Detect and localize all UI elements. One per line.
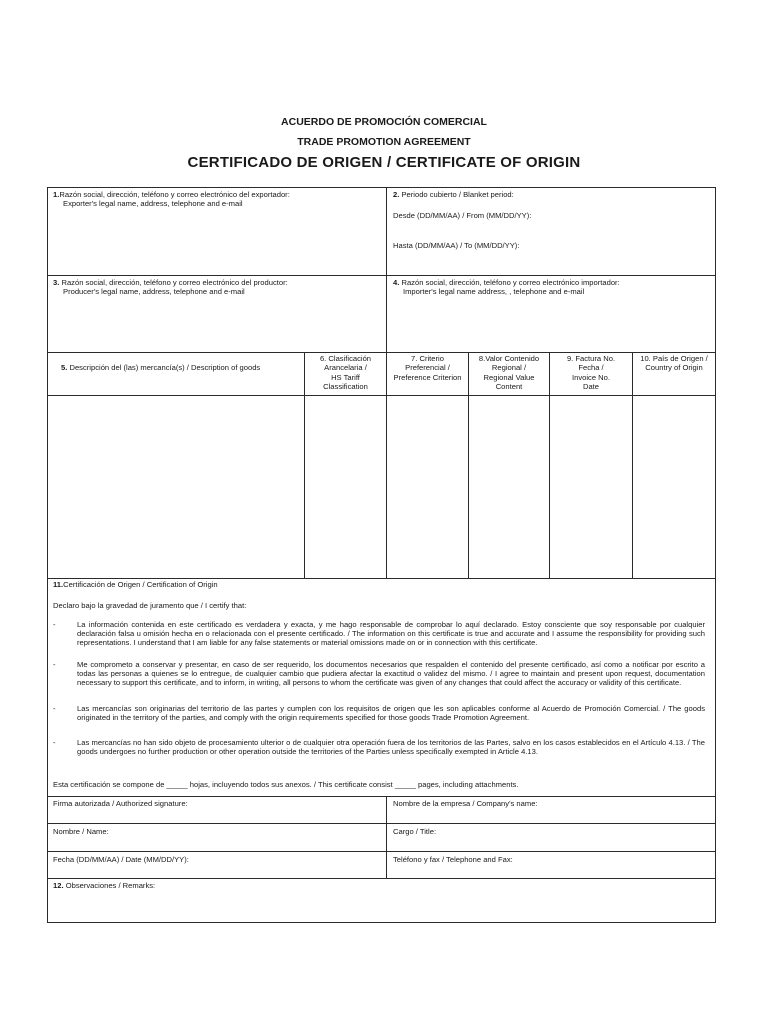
certification-title: 11.Certificación de Origen / Certification of Origin: [53, 580, 218, 589]
border-right: [715, 187, 716, 923]
divider-goods: [47, 578, 716, 579]
divider-vertical-signature: [386, 796, 387, 879]
col-regional-value-header: 8.Valor Contenido Regional / Regional Value Content: [478, 354, 540, 392]
divider-signature-top: [47, 796, 716, 797]
goods-invoice-cell[interactable]: [550, 396, 632, 578]
certification-item-1: La información contenida en este certificado es verdadera y exacta, y me hago responsable de comprobar lo aquí declarado. Estoy consciente que soy responsable por cualquier declaración falsa u omisión hecha en o relacionada con el presente certificado. / The information on this certificate is true and accurate and I assume the responsibility for providing such representations. I understand that I am liable for any false statements or material omissions made on or in connection with this certificate.: [77, 620, 705, 648]
exporter-label-en: Exporter's legal name, address, telephone and e-mail: [63, 199, 243, 208]
goods-description-cell[interactable]: [48, 396, 304, 578]
goods-tariff-cell[interactable]: [305, 396, 386, 578]
certification-item-2: Me comprometo a conservar y presentar, en caso de ser requerido, los documentos necesarios que respalden el contenido del presente certificado, así como a notificar por escrito a todas las personas a quienes se lo entregue, de cualquier cambio que pudiera afectar la exactitud o validez del mismo. / I agree to maintain and present upon request, documentation necessary to support this certificate, and to inform, in writing, all persons to whom the certificate was given of any changes that could affect the accuracy or validity of this certificate.: [77, 660, 705, 688]
name-field[interactable]: Nombre / Name:: [53, 827, 109, 836]
divider-signature-2: [47, 851, 716, 852]
goods-regional-value-cell[interactable]: [469, 396, 549, 578]
goods-criterion-cell[interactable]: [387, 396, 468, 578]
company-name-field[interactable]: Nombre de la empresa / Company's name:: [393, 799, 538, 808]
col-invoice-header: 9. Factura No. Fecha / Invoice No. Date: [566, 354, 616, 392]
certification-declare: Declaro bajo la gravedad de juramento que / I certify that:: [53, 601, 247, 610]
col-criterion-header: 7. Criterio Preferencial / Preference Criterion: [393, 354, 462, 382]
col-tariff-header: 6. Clasificación Arancelaria / HS Tariff Classification: [319, 354, 372, 392]
title-field[interactable]: Cargo / Title:: [393, 827, 437, 836]
importer-field[interactable]: [387, 297, 714, 351]
blanket-period-label: 2. Periodo cubierto / Blanket period:: [393, 190, 514, 199]
certificate-form: [47, 187, 716, 923]
certification-pages[interactable]: Esta certificación se compone de _____ hojas, incluyendo todos sus anexos. / This certificate consist _____ pages, including attachments.: [53, 780, 519, 789]
divider-row-2: [47, 352, 716, 353]
page-title: CERTIFICADO DE ORIGEN / CERTIFICATE OF ORIGIN: [187, 154, 581, 171]
authorized-signature-field[interactable]: Firma autorizada / Authorized signature:: [53, 799, 188, 808]
phone-fax-field[interactable]: Teléfono y fax / Telephone and Fax:: [393, 855, 513, 864]
header-line-2: TRADE PROMOTION AGREEMENT: [297, 136, 471, 148]
col-country-header: 10. País de Origen / Country of Origin: [640, 354, 708, 373]
importer-label-en: Importer's legal name address, , telephone and e-mail: [403, 287, 585, 296]
producer-label-en: Producer's legal name, address, telephone and e-mail: [63, 287, 245, 296]
divider-remarks: [47, 878, 716, 879]
certification-item-4: Las mercancías no han sido objeto de procesamiento ulterior o de cualquier otra operación fuera de los territorios de las Partes, salvo en los casos establecidos en el Artículo 4.13. / The goods undergoes no further production or other operation outside the territories of the Parties unless specifically exempted in Article 4.13.: [77, 738, 705, 757]
exporter-field[interactable]: [48, 209, 385, 274]
bullet-3: -: [53, 704, 56, 713]
divider-row-1: [47, 275, 716, 276]
goods-country-cell[interactable]: [633, 396, 715, 578]
producer-label: 3. Razón social, dirección, teléfono y correo electrónico del productor:: [53, 278, 288, 287]
border-top: [47, 187, 716, 188]
exporter-label: 1.Razón social, dirección, teléfono y correo electrónico del exportador:: [53, 190, 290, 199]
importer-label: 4. Razón social, dirección, teléfono y correo electrónico importador:: [393, 278, 620, 287]
col-description-header: 5. Descripción del (las) mercancía(s) / Description of goods: [61, 363, 261, 372]
bullet-2: -: [53, 660, 56, 669]
bullet-4: -: [53, 738, 56, 747]
remarks-field[interactable]: [48, 891, 715, 921]
producer-field[interactable]: [48, 297, 385, 351]
certification-item-3: Las mercancías son originarias del territorio de las partes y cumplen con los requisitos de origen que les son aplicables conforme al Acuerdo de Promoción Comercial. / The goods originated in the territory of the parties, and comply with the origin requirements specified for those goods Trade Promotion Agreement.: [77, 704, 705, 723]
remarks-label: 12. Observaciones / Remarks:: [53, 881, 156, 890]
divider-signature-1: [47, 823, 716, 824]
period-from-field[interactable]: Desde (DD/MM/AA) / From (MM/DD/YY):: [393, 211, 532, 220]
header-line-1: ACUERDO DE PROMOCIÓN COMERCIAL: [281, 116, 487, 128]
border-bottom: [47, 922, 716, 923]
period-to-field[interactable]: Hasta (DD/MM/AA) / To (MM/DD/YY):: [393, 241, 520, 250]
date-field[interactable]: Fecha (DD/MM/AA) / Date (MM/DD/YY):: [53, 855, 189, 864]
bullet-1: -: [53, 620, 56, 629]
